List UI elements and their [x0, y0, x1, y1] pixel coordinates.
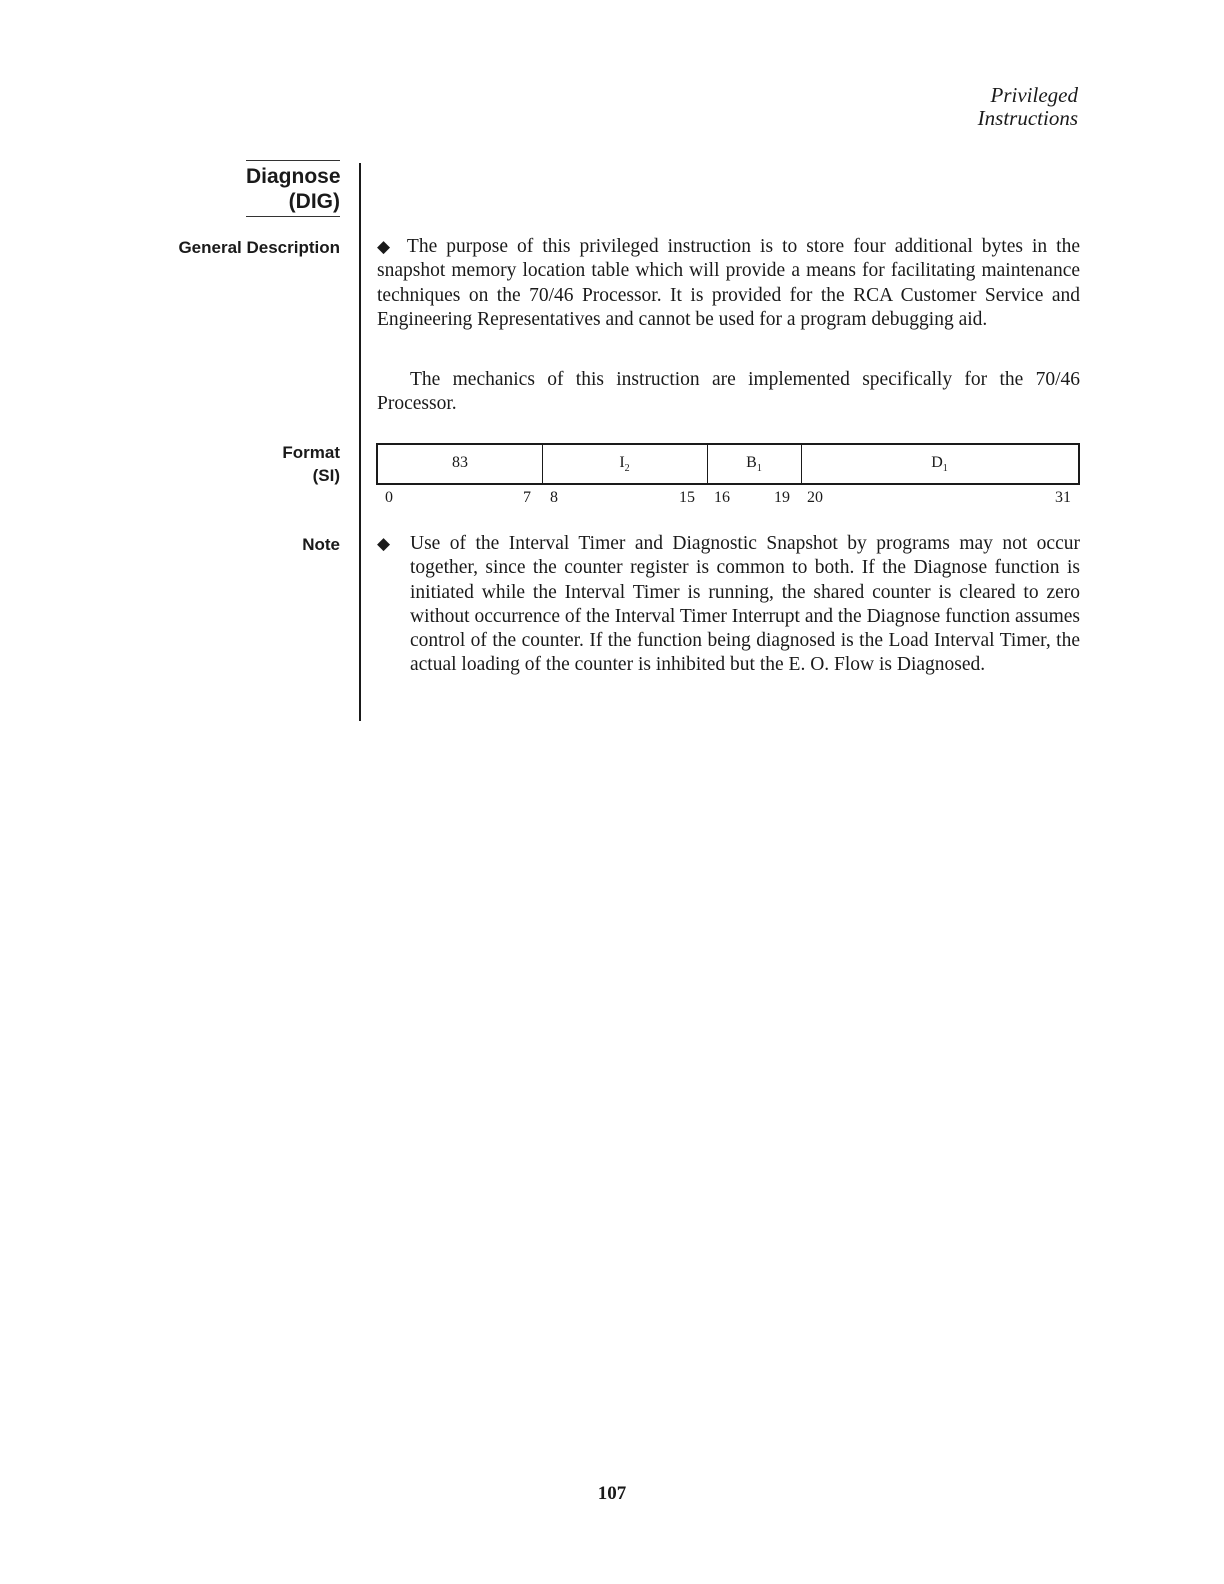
bit-position-label: 7: [523, 489, 531, 506]
format-field-opcode: 83: [452, 454, 468, 471]
paragraph-1-text: The purpose of this privileged instruction is to store four additional bytes in the snapshot memory location table which will provide a means for facilitating maintenance techniques on the 70/46 Processor. It is provided for the RCA Customer Service and Engineering Representatives and cannot be used for a program debugging aid.: [377, 236, 1080, 330]
format-label-block: [282, 441, 340, 487]
section-title: [246, 160, 340, 217]
vertical-rule: [359, 163, 361, 721]
general-description-label: General Description: [178, 238, 340, 257]
description-paragraph-2: The mechanics of this instruction are implemented specifically for the 70/46 Processor.: [377, 369, 1080, 415]
format-label: Format: [282, 443, 340, 462]
running-header: [978, 84, 1078, 130]
note-label: Note: [302, 535, 340, 554]
header-line-1: Privileged: [990, 83, 1078, 107]
format-field-d1: $D_1$: [931, 454, 948, 475]
bit-position-label: 19: [774, 489, 790, 506]
section-title-name: Diagnose: [246, 165, 341, 188]
bit-position-label: 8: [550, 489, 558, 506]
bullet-diamond-icon: ◆: [377, 534, 391, 554]
description-paragraph-1: [377, 235, 1080, 332]
note-paragraph: [377, 532, 1080, 678]
header-line-2: Instructions: [977, 106, 1078, 130]
bit-position-label: 15: [679, 489, 695, 506]
bit-position-label: 20: [807, 489, 823, 506]
page-number: 107: [597, 1483, 627, 1504]
format-type: (SI): [312, 466, 340, 485]
section-title-mnemonic: (DIG): [288, 190, 340, 213]
bullet-diamond-icon: ◆: [377, 237, 395, 257]
format-field-b1: $B_1$: [746, 454, 762, 475]
note-text: Use of the Interval Timer and Diagnostic Snapshot by programs may not occur together, since the counter register is common to both. If the Diagnose function is initiated while the Interval Timer is running, the shared counter is cleared to zero without occurrence of the Interval Timer Interrupt and the Diagnose function assumes control of the counter. If the function being diagnosed is the Load Interval Timer, the actual loading of the counter is inhibited but the E. O. Flow is Diagnosed.: [410, 533, 1080, 676]
instruction-format-diagram: [376, 443, 1080, 485]
bit-position-label: 16: [714, 489, 730, 506]
format-field-i2: $I_2$: [619, 454, 630, 475]
bit-position-label: 0: [385, 489, 393, 506]
bit-position-label: 31: [1055, 489, 1071, 506]
